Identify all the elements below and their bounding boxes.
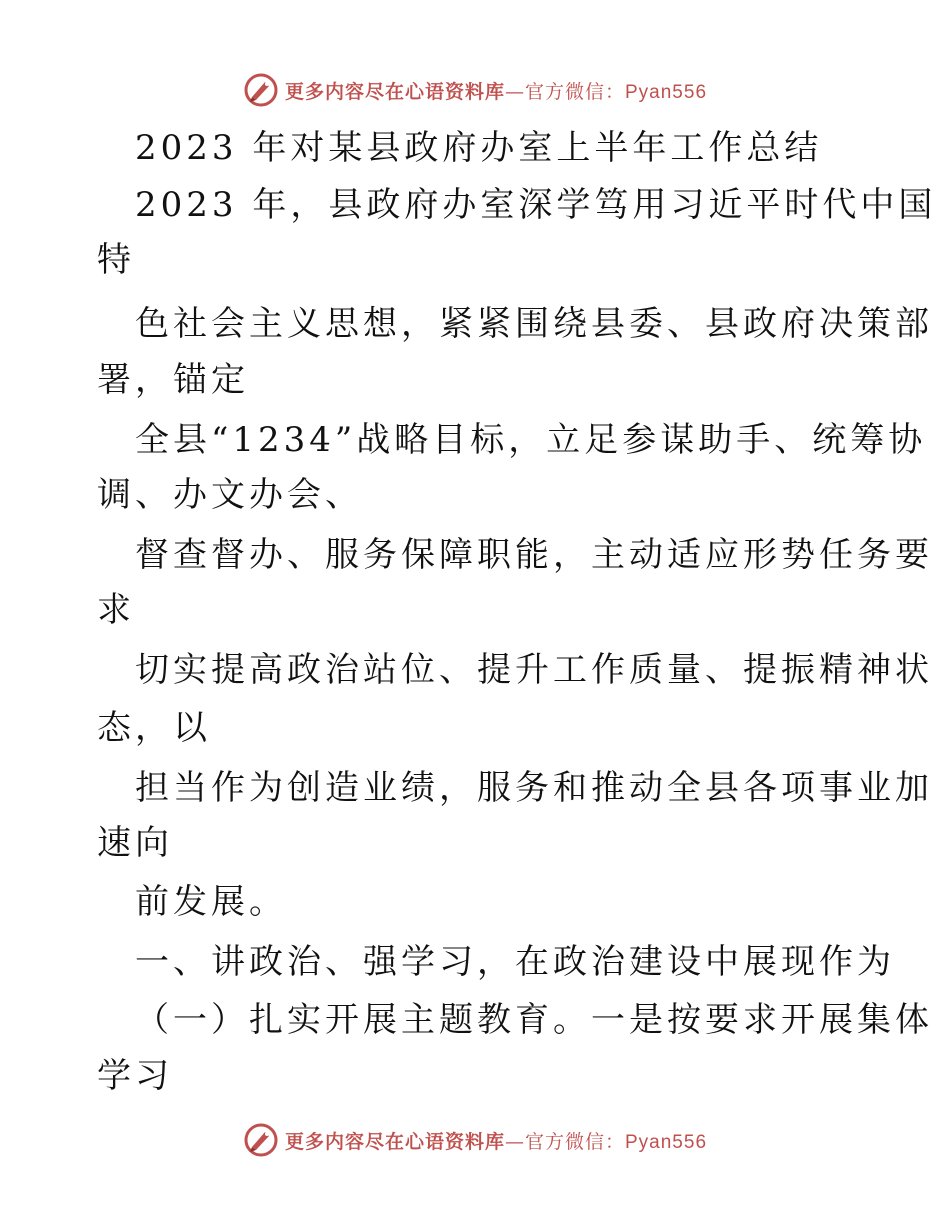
watermark-id: Pyan556	[625, 1131, 708, 1153]
watermark-label: 官方微信：	[524, 80, 625, 103]
watermark-separator: —	[504, 1130, 525, 1153]
document-line: 署，锚定	[97, 360, 249, 400]
watermark-separator: —	[504, 80, 525, 103]
watermark-brand: 更多内容尽在心语资料库	[284, 80, 505, 103]
document-line: 2023 年，县政府办室深学笃用习近平时代中国	[135, 185, 937, 225]
document-line: 督查督办、服务保障职能，主动适应形势任务要	[135, 535, 933, 575]
watermark-header	[0, 70, 950, 110]
watermark-text	[285, 1127, 707, 1154]
document-line: 担当作为创造业绩，服务和推动全县各项事业加	[135, 768, 933, 808]
pen-logo-icon	[243, 1122, 279, 1158]
watermark-id: Pyan556	[625, 81, 708, 103]
watermark-label: 官方微信：	[524, 1130, 625, 1153]
document-line: 全县“1234”战略目标，立足参谋助手、统筹协	[135, 420, 927, 460]
document-line: 态，以	[97, 708, 211, 748]
document-line: 特	[97, 240, 135, 280]
document-line: 速向	[97, 823, 173, 863]
document-line: 求	[97, 590, 135, 630]
document-line: 色社会主义思想，紧紧围绕县委、县政府决策部	[135, 304, 933, 344]
document-line: 调、办文办会、	[97, 475, 363, 515]
pen-logo-icon	[243, 72, 279, 108]
watermark-text	[285, 77, 707, 104]
document-title: 2023 年对某县政府办室上半年工作总结	[135, 128, 823, 168]
document-line: 学习	[97, 1056, 173, 1096]
document-line: （一）扎实开展主题教育。一是按要求开展集体	[135, 1000, 933, 1040]
section-heading: 一、讲政治、强学习，在政治建设中展现作为	[135, 942, 895, 982]
document-line: 前发展。	[135, 882, 287, 922]
watermark-footer	[0, 1120, 950, 1160]
document-line: 切实提高政治站位、提升工作质量、提振精神状	[135, 650, 933, 690]
watermark-brand: 更多内容尽在心语资料库	[284, 1130, 505, 1153]
